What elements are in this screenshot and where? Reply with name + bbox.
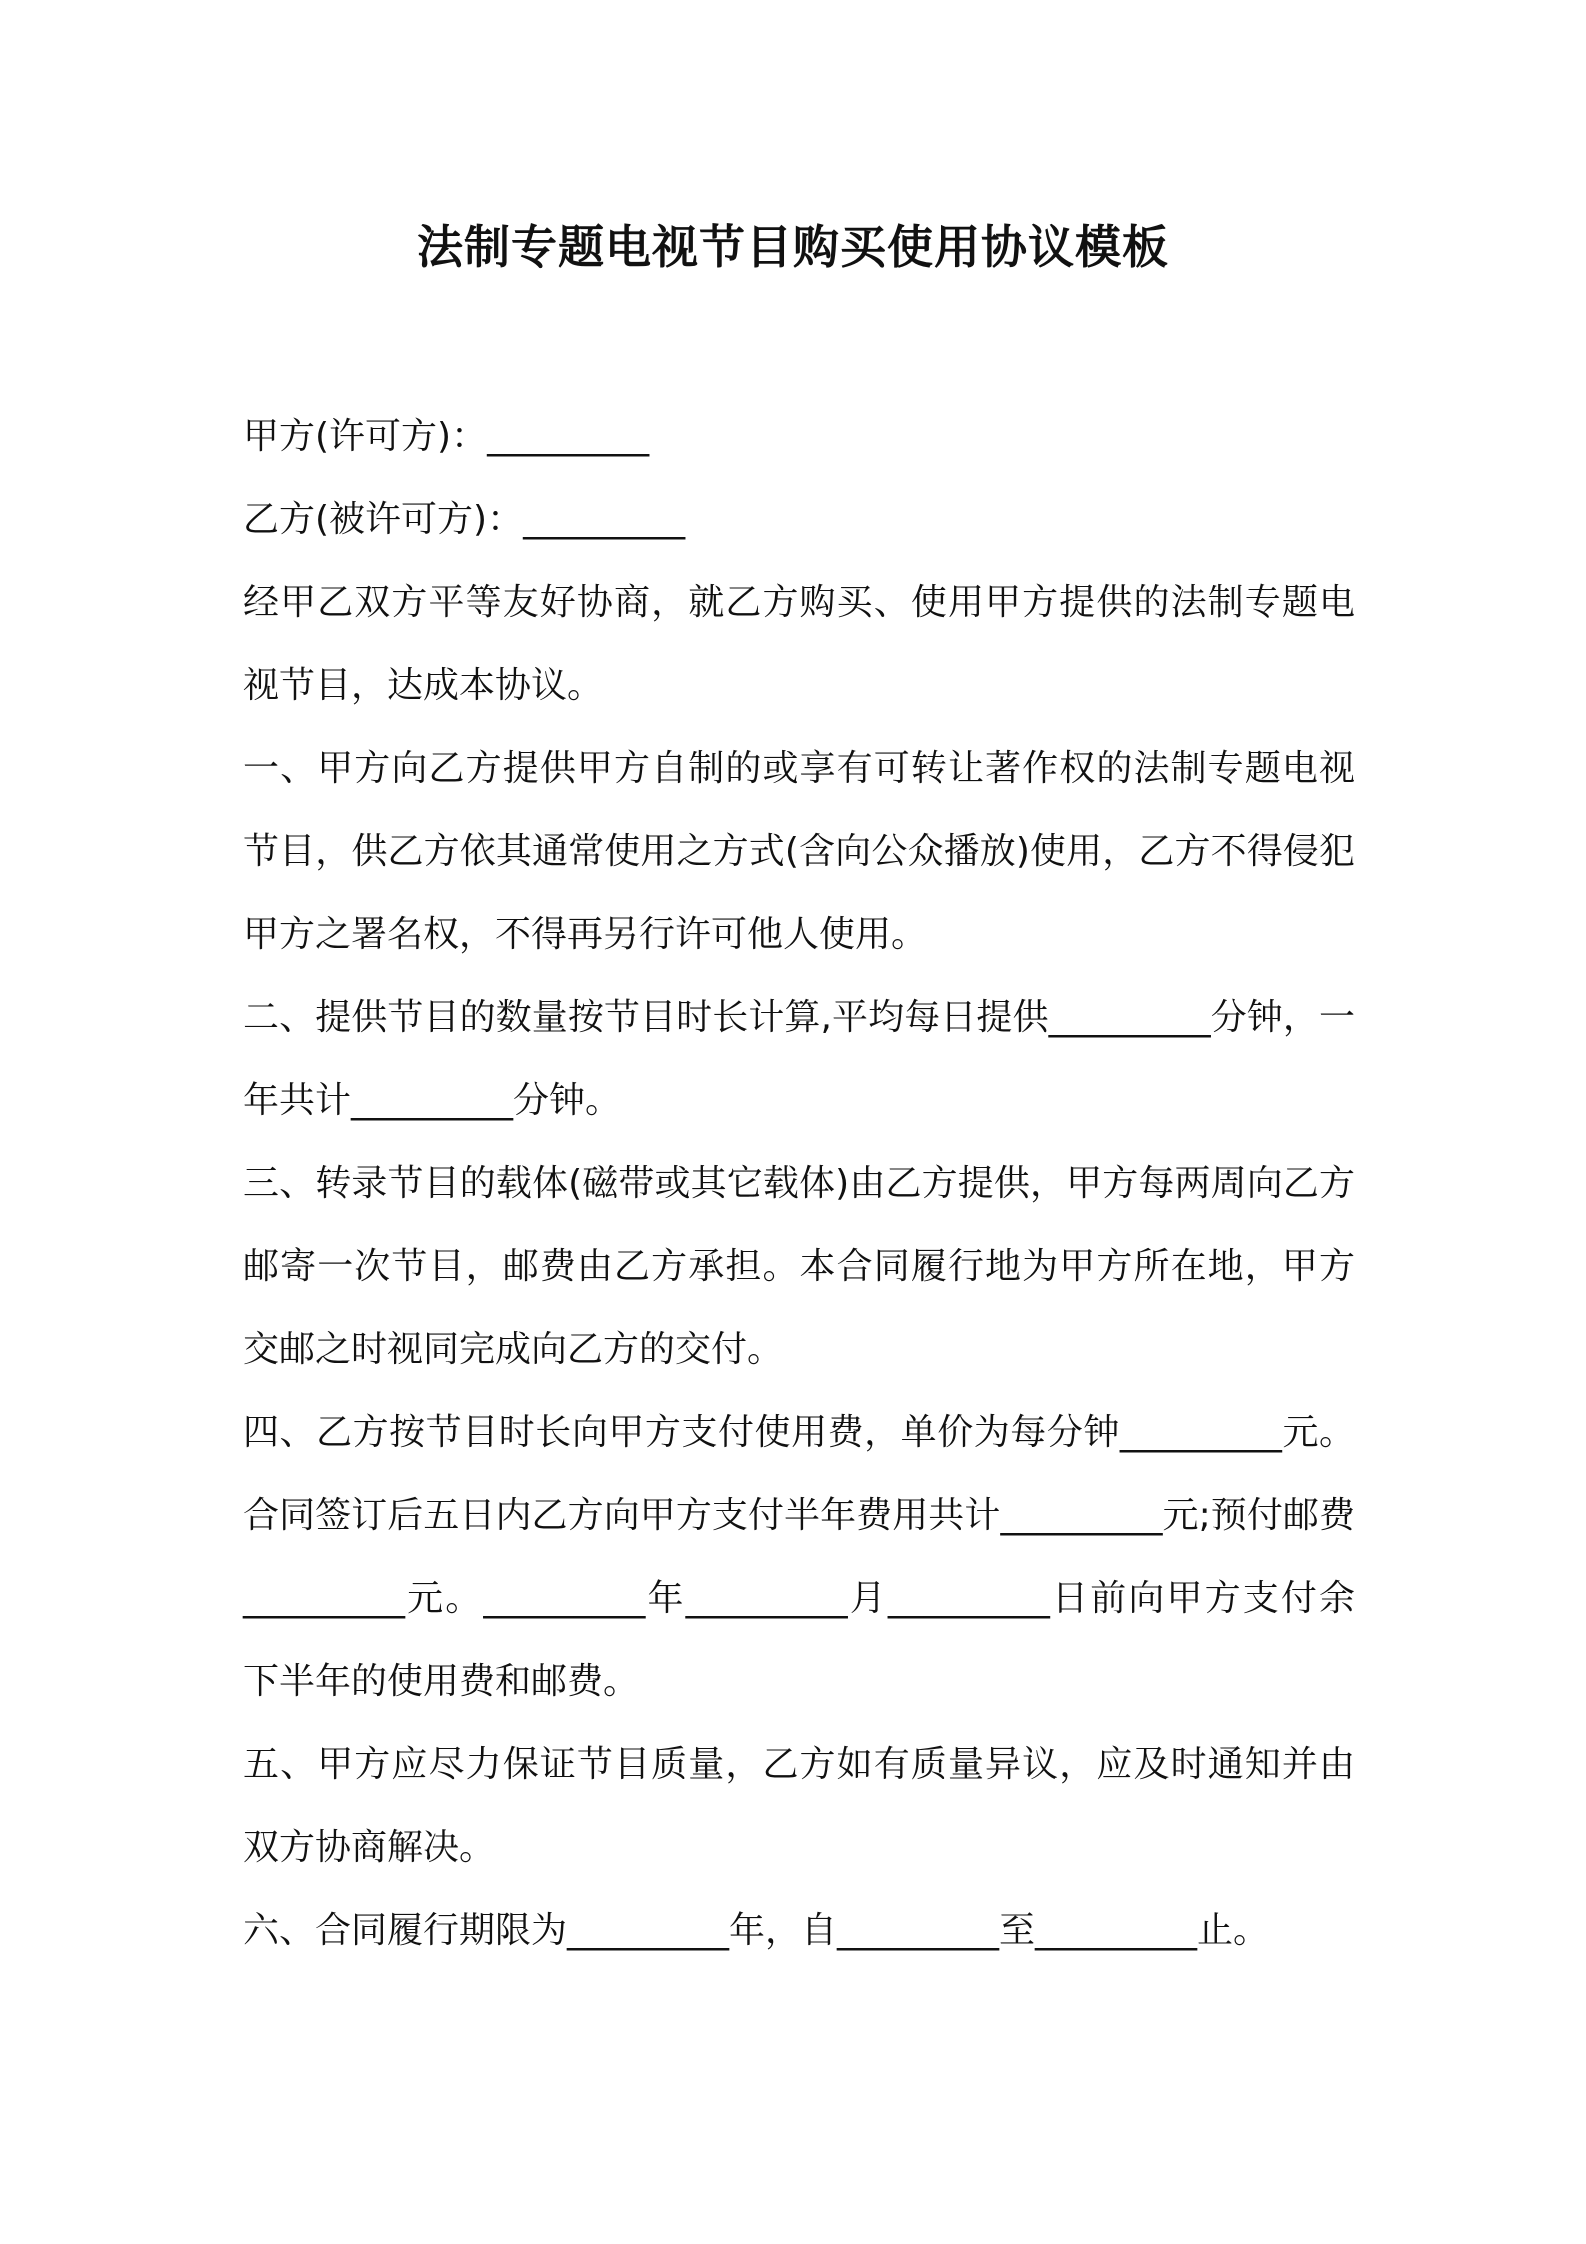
clause-1-paragraph: 一、甲方向乙方提供甲方自制的或享有可转让著作权的法制专题电视节目，供乙方依其通常使用之方式(含向公众播放)使用，乙方不得侵犯甲方之署名权，不得再另行许可他人使用。 (243, 748, 1355, 955)
clause-5-paragraph: 五、甲方应尽力保证节目质量，乙方如有质量异议，应及时通知并由双方协商解决。 (243, 1744, 1355, 1868)
party-b-line: 乙方(被许可方)：_________ (243, 499, 686, 540)
party-a-line: 甲方(许可方)：_________ (243, 416, 650, 457)
preamble-paragraph: 经甲乙双方平等友好协商，就乙方购买、使用甲方提供的法制专题电视节目，达成本协议。 (243, 582, 1355, 706)
clause-3-paragraph: 三、转录节目的载体(磁带或其它载体)由乙方提供，甲方每两周向乙方邮寄一次节目，邮费由乙方承担。本合同履行地为甲方所在地，甲方交邮之时视同完成向乙方的交付。 (243, 1163, 1355, 1370)
document-body (243, 395, 1355, 1972)
clause-2-paragraph: 二、提供节目的数量按节目时长计算,平均每日提供_________分钟，一年共计_________分钟。 (243, 997, 1355, 1121)
clause-4-paragraph: 四、乙方按节目时长向甲方支付使用费，单价为每分钟_________元。合同签订后五日内乙方向甲方支付半年费用共计_________元;预付邮费_________元。_________年_________月_________日前向甲方支付余下半年的使用费和邮费。 (243, 1412, 1355, 1702)
document-title: 法制专题电视节目购买使用协议模板 (417, 220, 1169, 274)
clause-6-paragraph: 六、合同履行期限为_________年，自_________至_________止。 (243, 1910, 1270, 1951)
